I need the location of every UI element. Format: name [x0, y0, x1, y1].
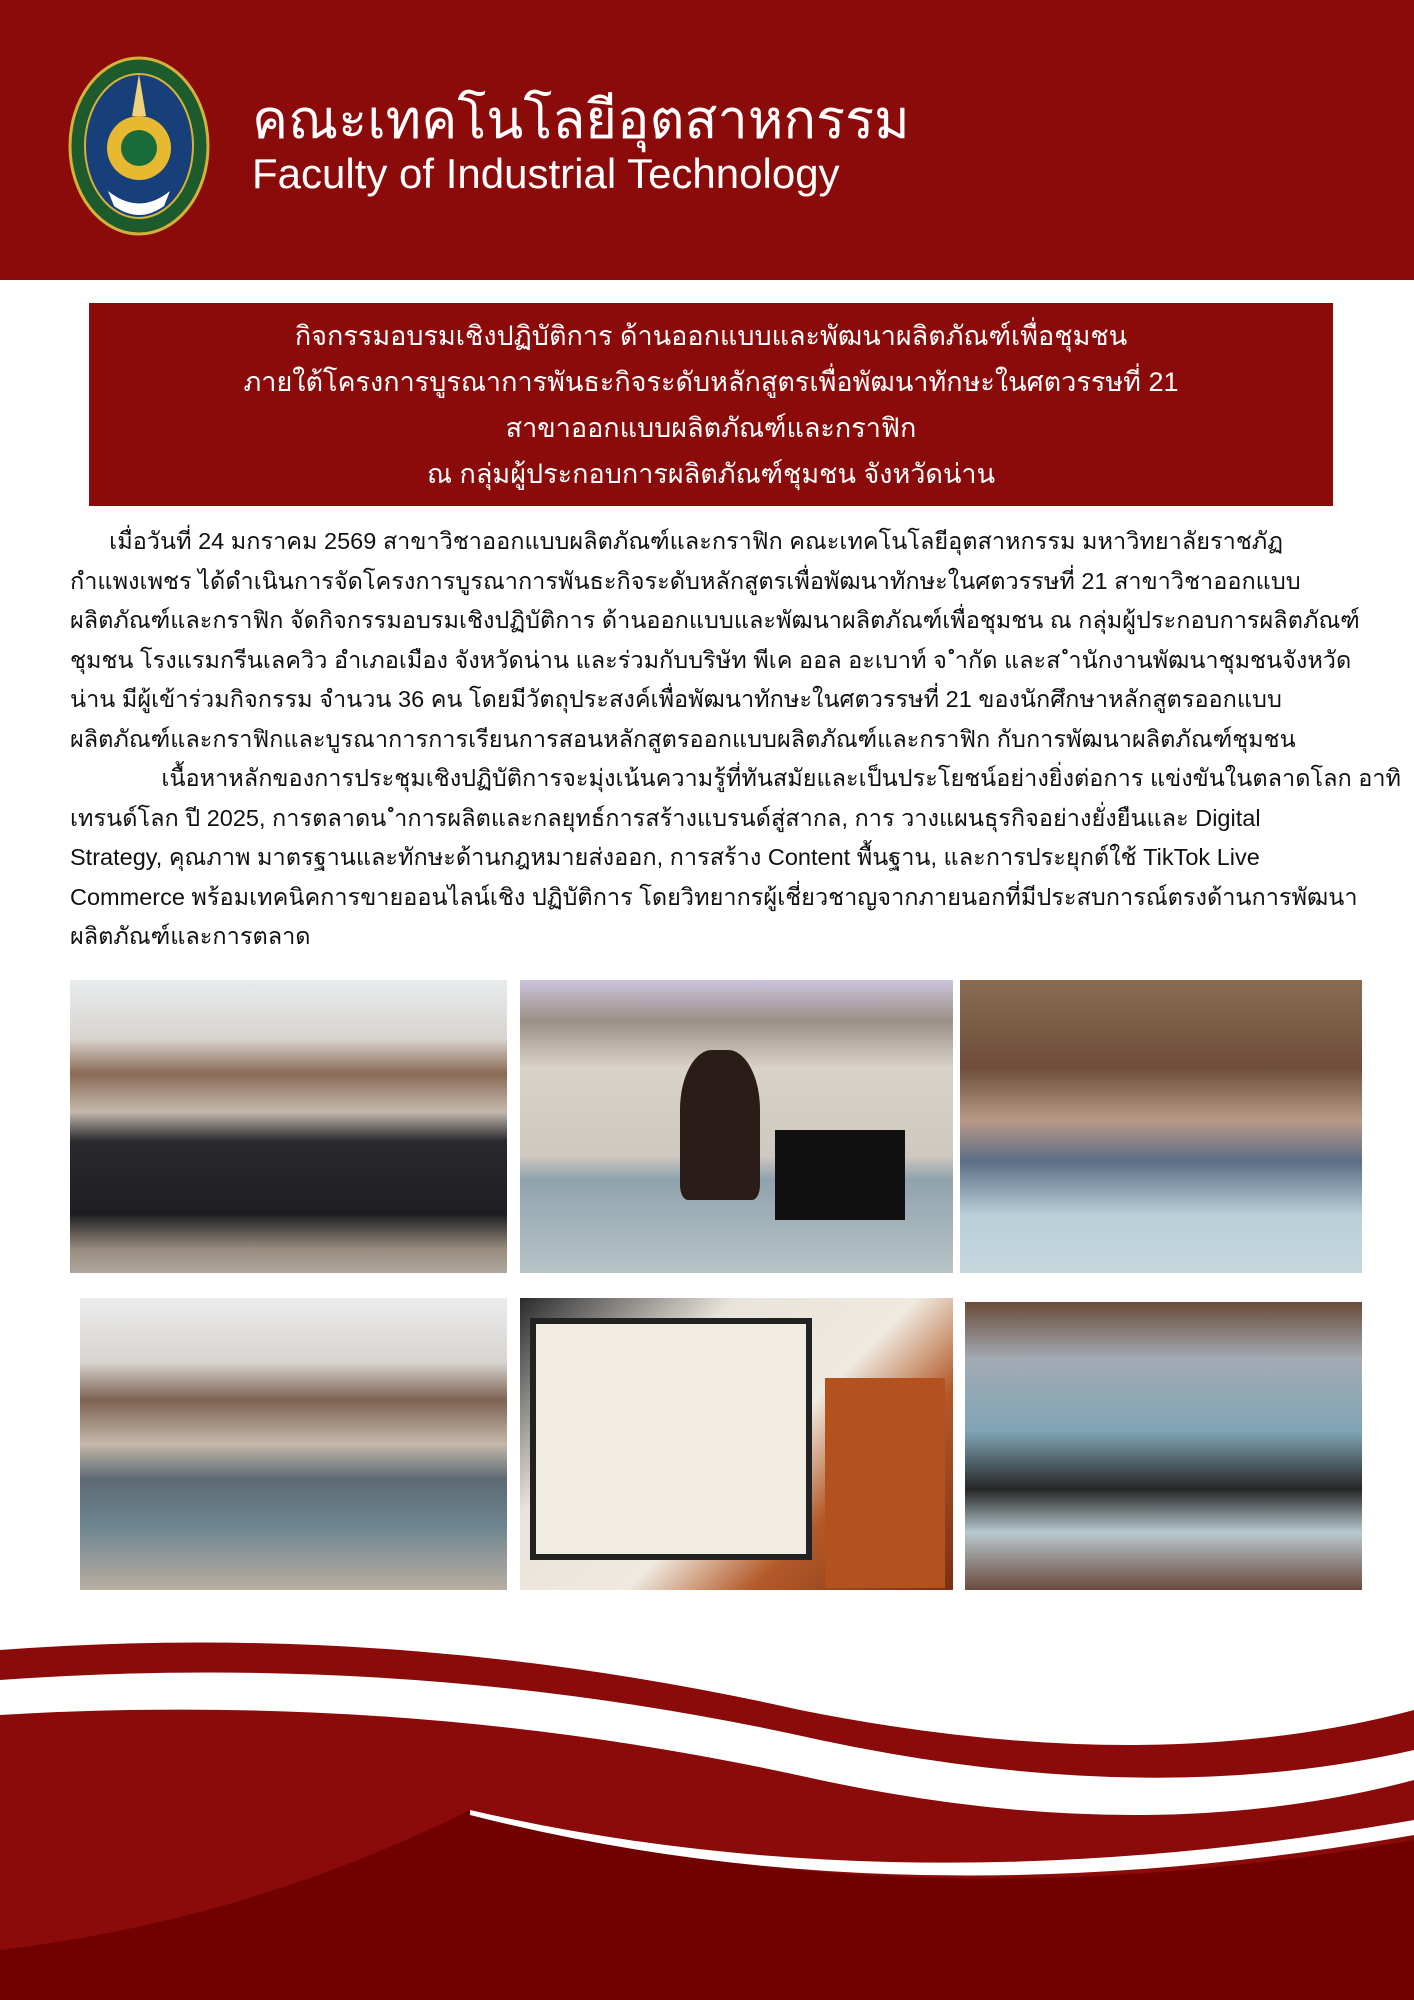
photo-hall-participants: [80, 1298, 507, 1590]
activity-title-box: [89, 303, 1333, 506]
title-line: กิจกรรมอบรมเชิงปฏิบัติการ ด้านออกแบบและพัฒนาผลิตภัณฑ์เพื่อชุมชน: [294, 321, 1128, 351]
body-line: น่าน มีผู้เข้าร่วมกิจกรรม จำนวน 36 คน โดยมีวัตถุประสงค์เพื่อพัฒนาทักษะในศตวรรษที่ 21 ของนักศึกษาหลักสูตรออกแบบ: [70, 686, 1282, 712]
body-text: [70, 522, 1402, 957]
photo-group-picture: [70, 980, 507, 1273]
photo-product-design-laptop: [520, 1298, 953, 1590]
title-line: สาขาออกแบบผลิตภัณฑ์และกราฟิก: [505, 413, 917, 443]
decorative-waves: [0, 1620, 1414, 2000]
photo-table-discussion: [965, 1302, 1362, 1590]
body-line: ชุมชน โรงแรมกรีนเลควิว อำเภอเมือง จังหวัดน่าน และร่วมกับบริษัท พีเค ออล อะเบาท์ จ ำกัด และส ำนักงานพัฒนาชุมชนจังหวัด: [70, 646, 1352, 673]
body-line: ผลิตภัณฑ์และกราฟิกและบูรณาการการเรียนการสอนหลักสูตรออกแบบผลิตภัณฑ์และกราฟิก กับการพัฒนาผลิตภัณฑ์ชุมชน: [70, 725, 1296, 752]
body-line: ผลิตภัณฑ์และการตลาด: [70, 923, 311, 949]
title-line: ภายใต้โครงการบูรณาการพันธะกิจระดับหลักสูตรเพื่อพัฒนาทักษะในศตวรรษที่ 21: [243, 367, 1179, 397]
title-line: ณ กลุ่มผู้ประกอบการผลิตภัณฑ์ชุมชน จังหวัดน่าน: [426, 459, 996, 489]
faculty-name-thai: คณะเทคโนโลยีอุตสาหกรรม: [252, 90, 910, 150]
body-line: ผลิตภัณฑ์และกราฟิก จัดกิจกรรมอบรมเชิงปฏิบัติการ ด้านออกแบบและพัฒนาผลิตภัณฑ์เพื่อชุมชน ณ กลุ่มผู้ประกอบการผลิตภัณฑ์: [70, 607, 1360, 633]
body-line: Strategy, คุณภาพ มาตรฐานและทักษะด้านกฎหมายส่งออก, การสร้าง Content พื้นฐาน, และการประยุกต์ใช้ TikTok Live: [70, 844, 1260, 870]
body-line: Commerce พร้อมเทคนิคการขายออนไลน์เชิง ปฏิบัติการ โดยวิทยากรผู้เชี่ยวชาญจากภายนอกที่มีประสบการณ์ตรงด้านการพัฒนา: [70, 883, 1358, 910]
header-banner: [0, 0, 1414, 280]
university-logo: [68, 56, 210, 236]
faculty-name-english: Faculty of Industrial Technology: [252, 150, 840, 197]
body-line: เทรนด์โลก ปี 2025, การตลาดน ำการผลิตและกลยุทธ์การสร้างแบรนด์สู่สากล, การ วางแผนธุรกิจอย่างยั่งยืนและ Digital: [70, 804, 1261, 831]
body-line: เมื่อวันที่ 24 มกราคม 2569 สาขาวิชาออกแบบผลิตภัณฑ์และกราฟิก คณะเทคโนโลยีอุตสาหกรรม มหาวิทยาลัยราชภัฏ: [70, 528, 1284, 554]
body-line: เนื้อหาหลักของการประชุมเชิงปฏิบัติการจะมุ่งเน้นความรู้ที่ทันสมัยและเป็นประโยชน์อย่างยิ่งต่อการ แข่งขันในตลาดโลก อาทิ: [70, 765, 1402, 791]
photo-workshop-consultation: [960, 980, 1362, 1273]
body-line: กำแพงเพชร ได้ดำเนินการจัดโครงการบูรณาการพันธะกิจระดับหลักสูตรเพื่อพัฒนาทักษะในศตวรรษที่ 21 สาขาวิชาออกแบบ: [70, 567, 1301, 594]
photo-speaker-at-laptop: [520, 980, 953, 1273]
